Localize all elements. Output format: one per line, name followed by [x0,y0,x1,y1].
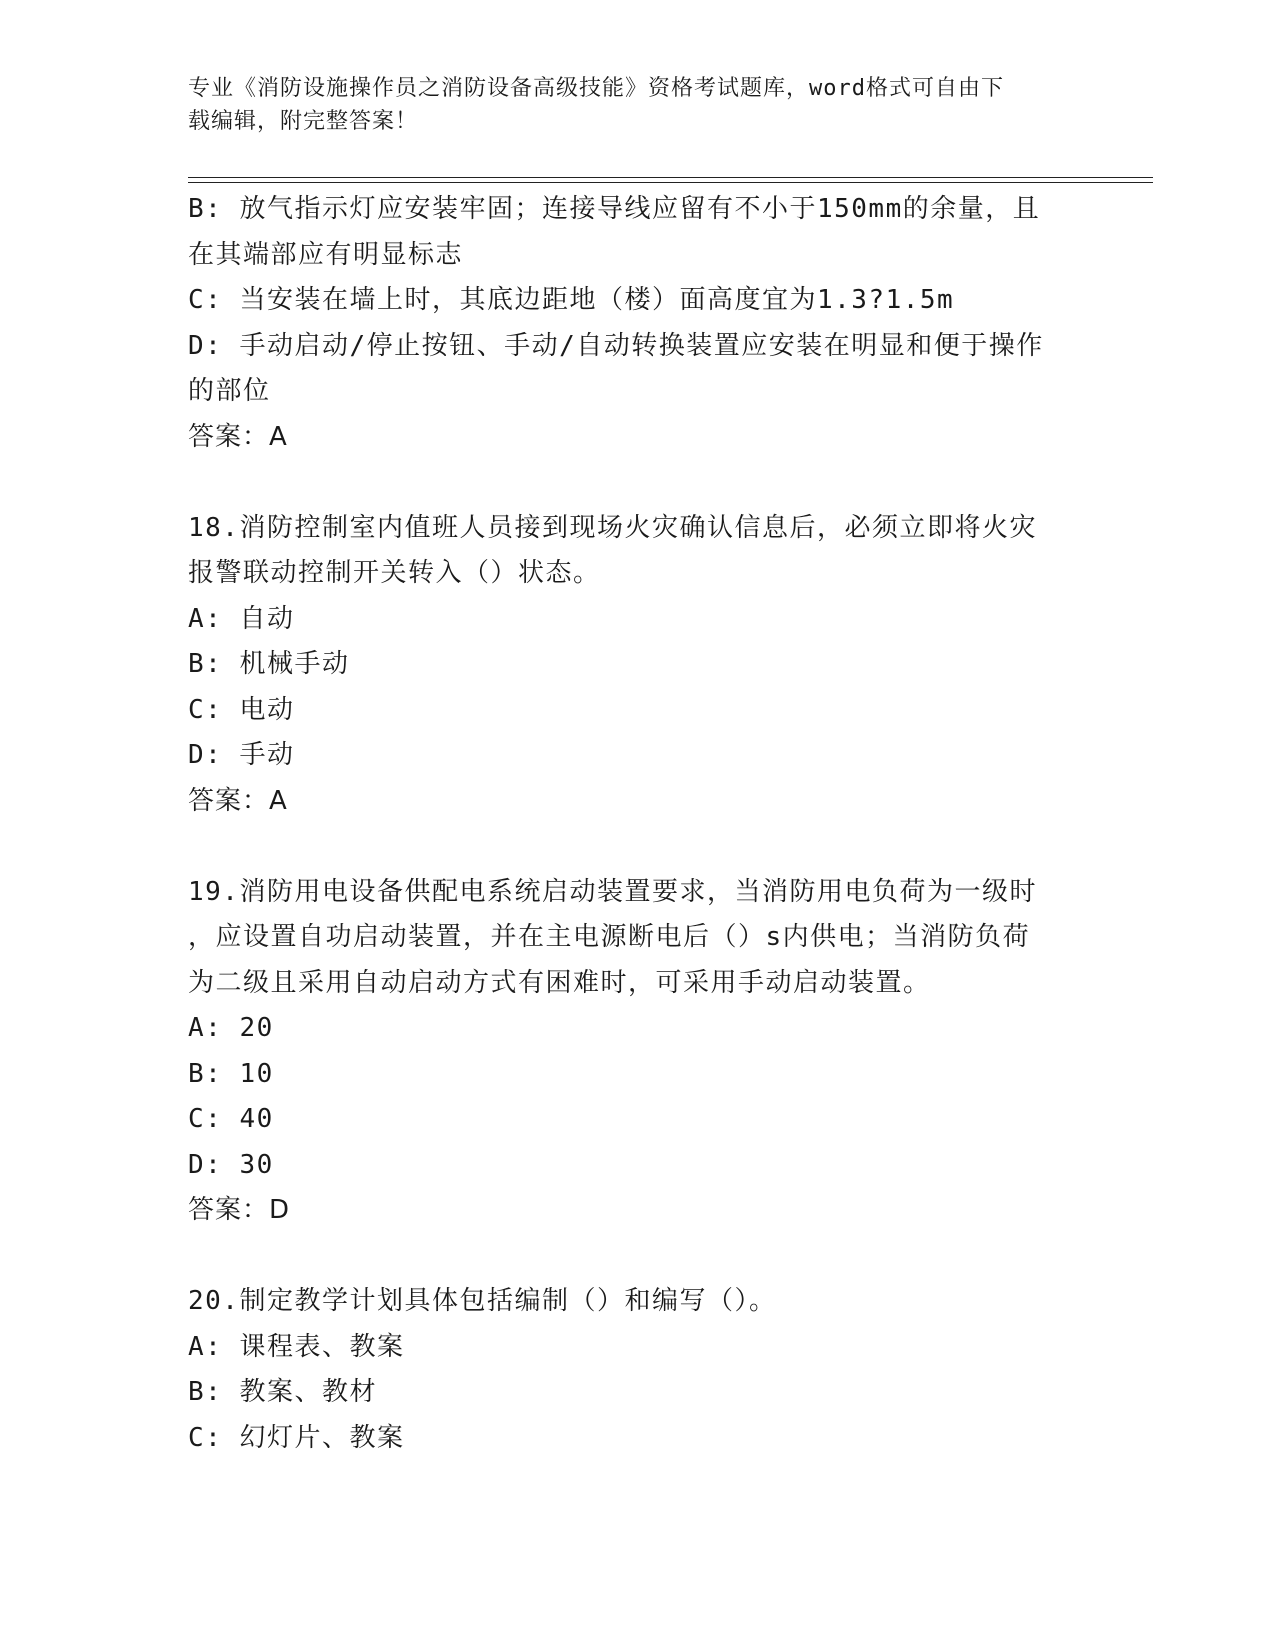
option-b: B: 10 [188,1058,274,1089]
option-b-line-2: 在其端部应有明显标志 [188,239,464,270]
question-stem-line: 19.消防用电设备供配电系统启动装置要求，当消防用电负荷为一级时 [188,876,1037,907]
header-divider-bottom [188,182,1153,183]
option-d: D: 30 [188,1149,274,1180]
spacer [188,1234,1078,1280]
option-c: C: 电动 [188,694,295,725]
question-stem-line: ，应设置自功启动装置，并在主电源断电后（）s内供电；当消防负荷 [188,922,1031,952]
question-19 [188,870,1078,1234]
question-20 [188,1279,1078,1461]
option-a: A: 自动 [188,603,295,634]
header-divider-top [188,177,1153,178]
question-stem-line: 20.制定教学计划具体包括编制（）和编写（）。 [188,1286,777,1316]
header-line-1: 专业《消防设施操作员之消防设备高级技能》资格考试题库，word格式可自由下 [188,76,1004,101]
answer-text: 答案：D [188,1195,291,1225]
question-stem-line: 18.消防控制室内值班人员接到现场火灾确认信息后，必须立即将火灾 [188,512,1037,543]
question-18 [188,506,1078,825]
spacer [188,460,1078,506]
question-stem-line: 报警联动控制开关转入（）状态。 [188,558,601,588]
header-line-2: 载编辑，附完整答案！ [188,109,419,134]
option-c: C: 当安装在墙上时，其底边距地（楼）面高度宜为1.3?1.5m [188,285,955,315]
spacer [188,824,1078,870]
option-c: C: 幻灯片、教案 [188,1422,405,1453]
document-header [188,72,1068,138]
answer-text: 答案：A [188,421,288,452]
answer-text: 答案：A [188,785,288,816]
option-d-line-2: 的部位 [188,376,271,406]
option-d-line-1: D: 手动启动/停止按钮、手动/自动转换装置应安装在明显和便于操作 [188,330,1044,361]
option-b: B: 机械手动 [188,649,350,679]
option-d: D: 手动 [188,740,295,770]
question-body [188,187,1078,1461]
option-a: A: 课程表、教案 [188,1331,405,1362]
question-stem-line: 为二级且采用自动启动方式有困难时，可采用手动启动装置。 [188,967,931,998]
option-c: C: 40 [188,1104,274,1134]
option-a: A: 20 [188,1013,274,1043]
option-b: B: 教案、教材 [188,1377,377,1407]
question-17-continuation [188,187,1078,460]
option-b-line-1: B: 放气指示灯应安装牢固；连接导线应留有不小于150mm的余量，且 [188,194,1041,224]
